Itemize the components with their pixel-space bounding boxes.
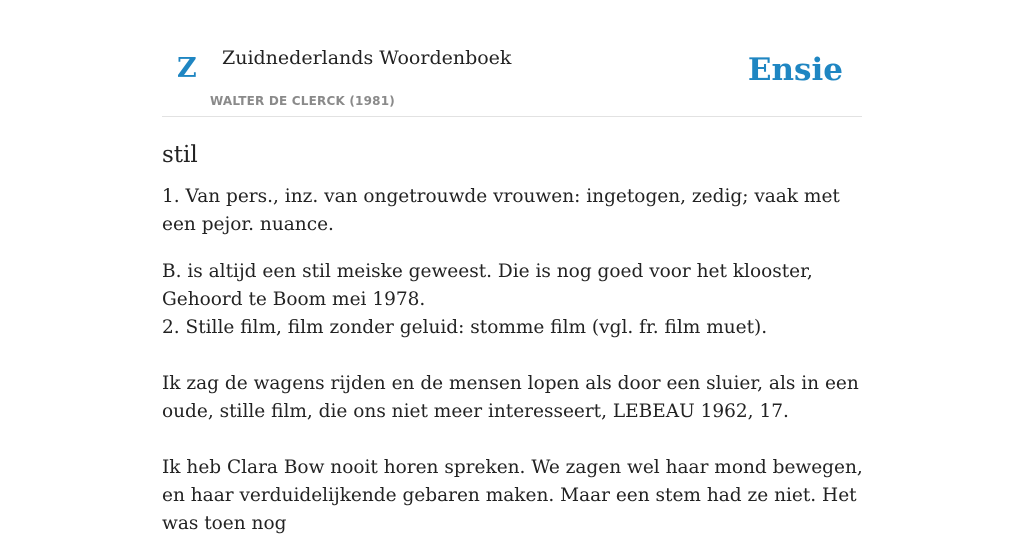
ensie-logo[interactable]: Ensie (747, 52, 843, 88)
book-logo-letter[interactable]: Z (177, 53, 197, 84)
book-title[interactable]: Zuidnederlands Woordenboek (222, 47, 512, 69)
page-header (162, 0, 862, 117)
entry-headword: stil (162, 142, 198, 168)
example-3: Ik heb Clara Bow nooit horen spreken. We zagen wel haar mond bewegen, en haar verduidelijkende gebaren maken. Maar een stem had ze niet. Het was toen nog (162, 457, 863, 534)
book-author: WALTER DE CLERCK (1981) (210, 94, 395, 108)
definition-1: 1. Van pers., inz. van ongetrouwde vrouwen: ingetogen, zedig; vaak met een pejor. nuance. (162, 186, 840, 235)
definition-2: 2. Stille film, film zonder geluid: stomme film (vgl. fr. film muet). (162, 317, 768, 338)
entry-content (162, 139, 864, 538)
example-2: Ik zag de wagens rijden en de mensen lopen als door een sluier, als in een oude, stille film, die ons niet meer interesseert, LEBEAU 1962, 17. (162, 373, 859, 422)
example-1: B. is altijd een stil meiske geweest. Die is nog goed voor het klooster, Gehoord te Boom mei 1978. (162, 261, 813, 310)
